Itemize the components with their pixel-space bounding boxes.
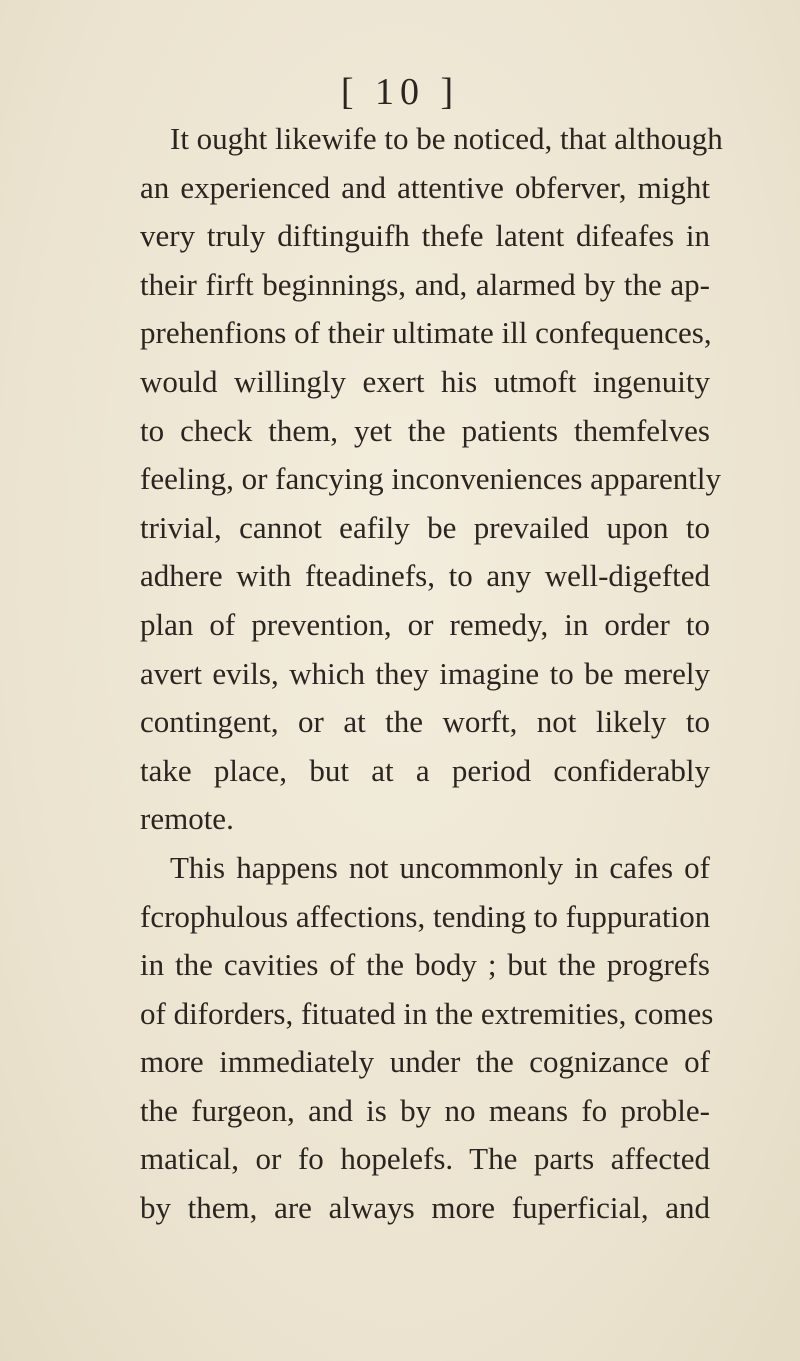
text-line: take place, but at a period confiderably (140, 752, 710, 788)
text-line: adhere with fteadinefs, to any well-digefted (140, 558, 710, 594)
text-line: matical, or fo hopelefs. The parts affected (140, 1141, 710, 1177)
text-line: feeling, or fancying inconveniences apparently (140, 461, 722, 497)
text-line: plan of prevention, or remedy, in order to (140, 606, 710, 642)
text-line: remote. (140, 801, 234, 837)
text-line: It ought likewife to be noticed, that although (170, 121, 723, 156)
text-line: their firft beginnings, and, alarmed by the ap- (140, 266, 710, 302)
page-number: [ 10 ] (340, 71, 460, 113)
text-line: contingent, or at the worft, not likely to (140, 704, 710, 740)
text-line: very truly diftinguifh thefe latent difeafes in (140, 218, 710, 254)
text-line: fcrophulous affections, tending to fuppuration (140, 898, 711, 934)
body-text (140, 115, 723, 1233)
text-line: prehenfions of their ultimate ill confequences, (140, 315, 712, 351)
text-line: avert evils, which they imagine to be merely (140, 655, 710, 691)
text-line: would willingly exert his utmoft ingenuity (140, 363, 710, 399)
text-line: in the cavities of the body ; but the progrefs (140, 947, 710, 983)
text-line: by them, are always more fuperficial, and (140, 1190, 710, 1226)
text-line: more immediately under the cognizance of (140, 1044, 710, 1080)
text-line: the furgeon, and is by no means fo proble- (140, 1092, 710, 1128)
text-line: This happens not uncommonly in cafes of (170, 849, 710, 885)
text-line: trivial, cannot eafily be prevailed upon to (140, 509, 710, 545)
text-line: to check them, yet the patients themfelves (140, 412, 710, 448)
text-line: of diforders, fituated in the extremities, comes (140, 995, 714, 1031)
text-line: an experienced and attentive obferver, might (140, 169, 710, 205)
